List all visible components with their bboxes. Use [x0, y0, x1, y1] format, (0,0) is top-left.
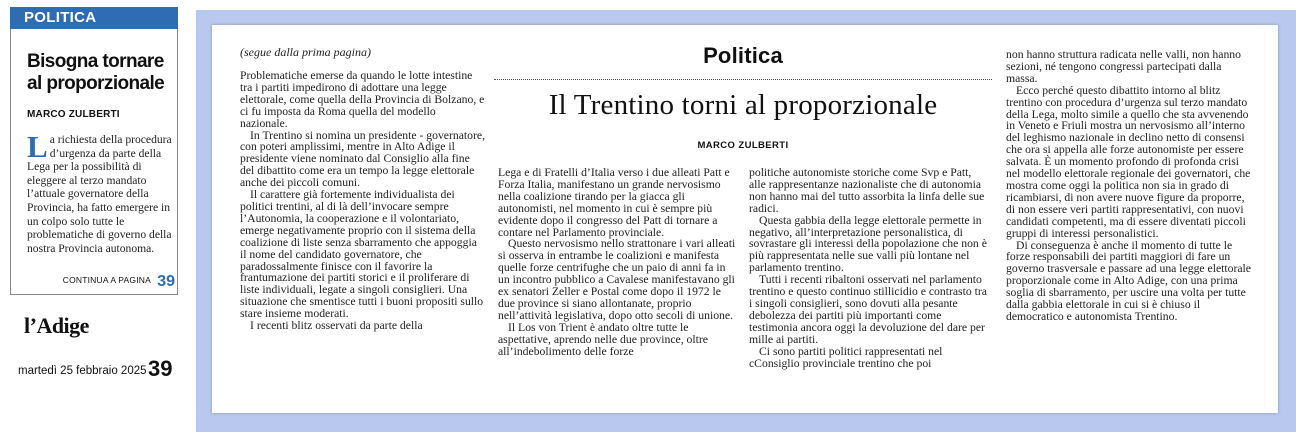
continue-page-number[interactable]: 39 [157, 273, 175, 290]
paragraph: Di conseguenza è anche il momento di tutte le forze responsabili dei partiti maggiori di fare un governo trasversale e passare ad una legge elettorale proporzionale come in Alto Adige, con una prima soglia di sbarramento, per uscire una volta per tutte dalla gabbia elettorale in cui si è chiuso il democratico e autonomista Trentino. [1006, 238, 1251, 323]
paragraph: I recenti blitz osservati da parte della [250, 319, 423, 333]
article-headline: Il Trentino torni al proporzionale [548, 89, 938, 121]
teaser-box[interactable] [10, 29, 178, 295]
article-page [212, 25, 1278, 413]
page-number: 39 [148, 356, 173, 381]
teaser-body [27, 129, 175, 255]
rubric-title: Politica [703, 43, 783, 68]
paragraph: Questa gabbia della legge elettorale permette in negativo, all’interpretazione personalistica, di sovrastare gli interessi della popolazione che non è più rappresentata nelle sue valli più lontane nel parlamento trentino. [749, 213, 987, 275]
article-column-2 [498, 167, 738, 358]
newspaper-logo: l’Adige [24, 313, 89, 338]
issue-date: martedì 25 febbraio 2025 [18, 365, 147, 377]
paragraph: Questo nervosismo nello strattonare i vari alleati si osserva in entrambe le coalizioni e manifesta quelle forze centrifughe che un paio di anni fa in un incontro pubblico a Cavalese manifestavano gli ex senatori Zeller e Postal come dopo il 1972 le due province si siano allontanate, proprio nell’attività legislativa, dopo otto secoli di unione. [498, 237, 736, 322]
teaser-author: MARCO ZULBERTI [27, 109, 120, 120]
article-column-1 [240, 70, 486, 332]
continue-label[interactable]: CONTINUA A PAGINA [62, 275, 151, 285]
teaser-title[interactable]: Bisogna tornare al proporzionale [27, 51, 165, 94]
front-page-sidebar [0, 0, 190, 442]
paragraph: Lega e di Fratelli d’Italia verso i due alleati Patt e Forza Italia, manifestano un grande nervosismo nella coalizione tirando per la giacca gli autonomisti, nel momento in cui è sempre più evidente dopo il congresso del Patt di tornare a contare nel Parlamento provinciale. [498, 166, 730, 239]
article-column-4 [1006, 49, 1252, 323]
paragraph: Ci sono partiti politici rappresentati nel cConsiglio provinciale trentino che poi [749, 344, 943, 370]
dotted-divider [494, 79, 992, 80]
paragraph: politiche autonomiste storiche come Svp e Patt, alle rappresentanze nazionaliste che di autonomia non hanno mai del tutto assorbita la linfa delle sue radici. [749, 166, 985, 215]
paragraph: In Trentino si nomina un presidente - governatore, con poteri amplissimi, mentre in Alto Adige il presidente viene nominato dal Consiglio alla fine del dibattito come era un tempo la legge elettorale anche dei piccoli comuni. [240, 128, 486, 190]
paragraph: Tutti i recenti ribaltoni osservati nel parlamento trentino e questo continuo stillicidio e contrasto tra i singoli consiglieri, sono dovuti alla pesante debolezza dei partiti più importanti come testimonia ancora oggi la devoluzione del dare per mille ai partiti. [749, 273, 987, 346]
section-label: POLITICA [10, 7, 178, 29]
article-column-3 [749, 167, 987, 369]
paragraph: Problematiche emerse da quando le lotte intestine tra i partiti impedirono di adottare una legge elettorale, come quella della Provincia di Bolzano, e ci fu imposta da Roma quella del modello nazionale. [240, 69, 485, 130]
article-byline: MARCO ZULBERTI [697, 140, 789, 151]
paragraph: Ecco perché questo dibattito intorno al blitz trentino con procedura d’urgenza sul terzo mandato della Lega, molto simile a quello che sta avvenendo in Veneto e Friuli mostra un nervosismo all’interno del leghismo nazionale in declino netto di consensi che ora si appella alle forze autonomiste per essere salvata. È un momento profondo di profonda crisi nel modello elettorale regionale dei governatori, che mostra come oggi la politica non sia in grado di ricambiarsi, di non avere nuove figure da proporre, di non essere veri partiti rappresentativi, con nuovi candidati competenti, ma di essere diventati piccoli gruppi di interessi personalistici. [1006, 83, 1251, 240]
paragraph: Il carattere già fortemente individualista dei politici trentini, al di là dell’invocare sempre l’Autonomia, la cooperazione e il volontariato, emerge negativamente proprio con il sistema della coalizione di liste senza sbarramento che appoggia il nome del candidato governatore, che paradossalmente finisce con il favorire la frantumazione dei partiti storici e il proliferare di liste individuali, legate a singoli consiglieri. Una situazione che smentisce tutti i buoni propositi sullo stare insieme moderati. [240, 188, 484, 321]
paragraph: non hanno struttura radicata nelle valli, non hanno sezioni, né tengono congressi partecipati dalla massa. [1006, 48, 1241, 85]
teaser-dropcap: L [27, 129, 48, 164]
teaser-text: a richiesta della procedura d’urgenza da parte della Lega per la possibilità di eleggere al terzo mandato l’attuale governatore della Provincia, ha fatto emergere in un colpo solo tutte le problematiche di governo della nostra Provincia autonoma. [27, 133, 172, 255]
paragraph: Il Los von Trient è andato oltre tutte le aspettative, aprendo nelle due province, oltre all’indebolimento delle forze [498, 320, 708, 358]
continuation-note: (segue dalla prima pagina) [240, 45, 371, 59]
